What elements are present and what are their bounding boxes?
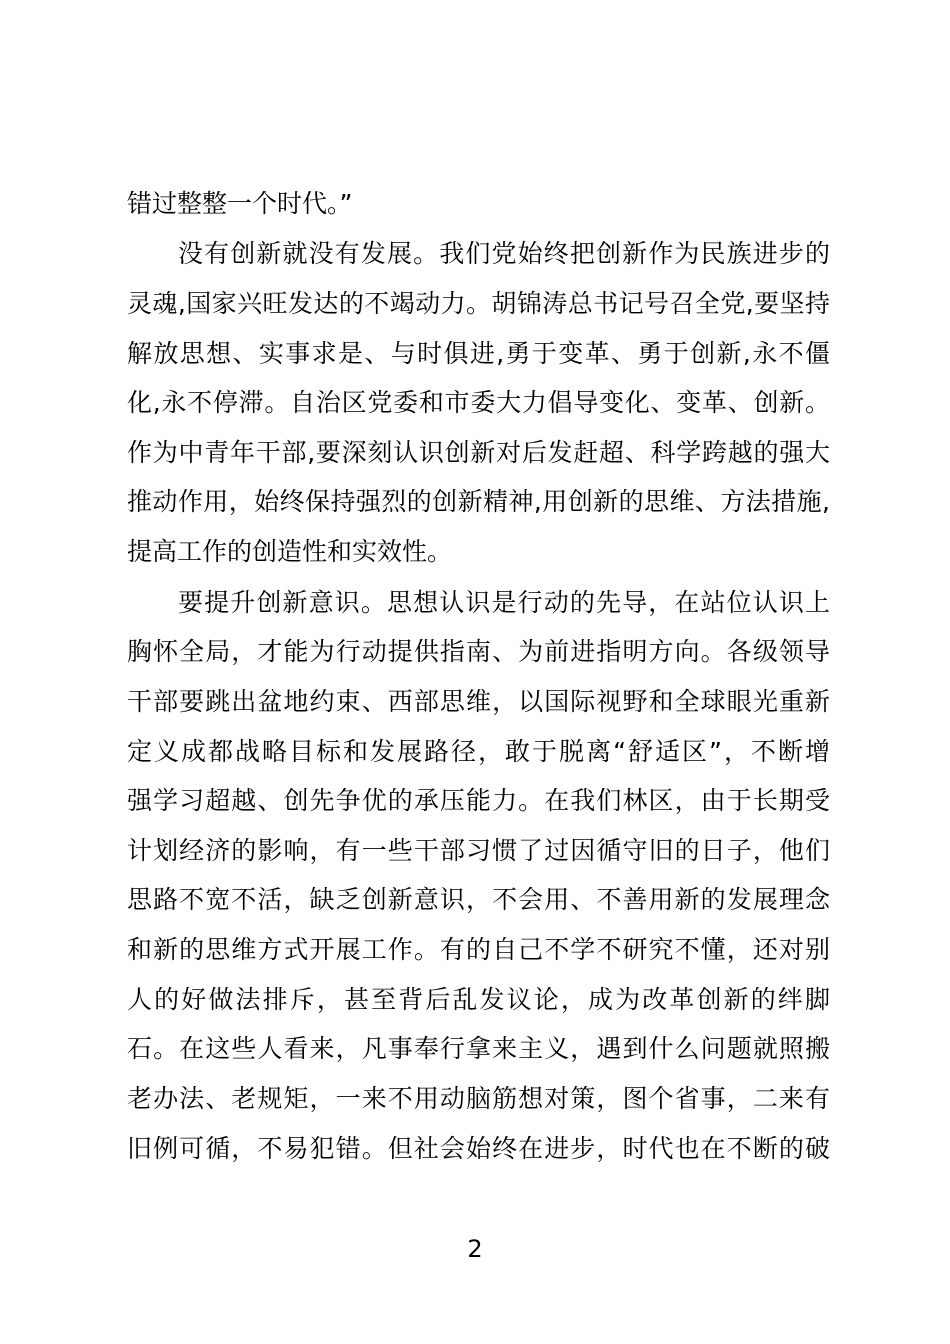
paragraph-line: 定义成都战略目标和发展路径，敢于脱离“舒适区”，不断增 [127,737,830,766]
paragraph-line: 人的好做法排斥，甚至背后乱发议论，成为改革创新的绊脚 [127,985,830,1014]
paragraph-line: 计划经济的影响，有一些干部习惯了过因循守旧的日子，他们 [127,836,830,865]
paragraph-line: 没有创新就没有发展。我们党始终把创新作为民族进步的 [178,239,830,268]
paragraph-line: 化,永不停滞。自治区党委和市委大力倡导变化、变革、创新。 [127,388,830,417]
paragraph-line: 石。在这些人看来，凡事奉行拿来主义，遇到什么问题就照搬 [127,1034,830,1063]
paragraph-line: 强学习超越、创先争优的承压能力。在我们林区，由于长期受 [127,786,830,815]
paragraph-line: 旧例可循，不易犯错。但社会始终在进步，时代也在不断的破 [127,1134,830,1163]
paragraph-line: 解放思想、实事求是、与时俱进,勇于变革、勇于创新,永不僵 [127,339,830,368]
paragraph-line: 灵魂,国家兴旺发达的不竭动力。胡锦涛总书记号召全党,要坚持 [127,289,830,318]
paragraph-line: 和新的思维方式开展工作。有的自己不学不研究不懂，还对别 [127,935,830,964]
paragraph-line: 干部要跳出盆地约束、西部思维，以国际视野和全球眼光重新 [127,687,830,716]
paragraph-line: 提高工作的创造性和实效性。 [127,537,453,566]
paragraph-line: 错过整整一个时代。” [127,189,353,218]
paragraph-line: 推动作用，始终保持强烈的创新精神,用创新的思维、方法措施, [127,487,830,516]
paragraph-line: 思路不宽不活，缺乏创新意识，不会用、不善用新的发展理念 [127,885,830,914]
paragraph-line: 要提升创新意识。思想认识是行动的先导，在站位认识上 [178,588,830,617]
paragraph-line: 作为中青年干部,要深刻认识创新对后发赶超、科学跨越的强大 [127,438,830,467]
paragraph-line: 胸怀全局，才能为行动提供指南、为前进指明方向。各级领导 [127,637,830,666]
page-number: 2 [467,1235,483,1263]
paragraph-line: 老办法、老规矩，一来不用动脑筋想对策，图个省事，二来有 [127,1084,830,1113]
